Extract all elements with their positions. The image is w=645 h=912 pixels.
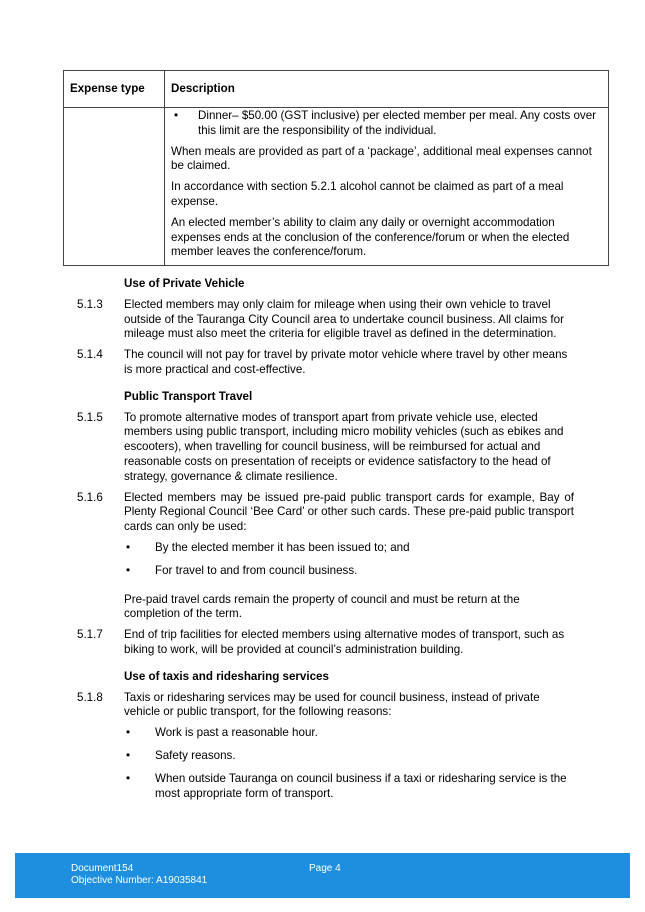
footer-objective-number: Objective Number: A19035841 <box>71 875 208 886</box>
clause-text: To promote alternative modes of transport apart from private vehicle use, elected members using public transport, including micro mobility vehicles (such as ebikes and escooters), when travelling for council business, will be reimbursed for actual and reasonable costs on presentation of receipts or evidence satisfactory to the head of strategy, governance & climate resilience. <box>124 410 564 483</box>
dinner-bullet <box>171 108 602 139</box>
page-footer <box>15 853 630 898</box>
bullet-icon: • <box>126 726 131 740</box>
clause-text: The council will not pay for travel by private motor vehicle where travel by other means is more practical and cost-effective. <box>124 348 568 376</box>
clause-number: 5.1.3 <box>77 297 103 311</box>
table-paragraph: In accordance with section 5.2.1 alcohol cannot be claimed as part of a meal expense. <box>171 180 564 208</box>
col-header-description: Description <box>165 71 609 108</box>
taxi-reasons-list <box>74 726 574 801</box>
list-item-text: Work is past a reasonable hour. <box>155 726 318 740</box>
list-item <box>124 726 574 741</box>
clause-5-1-5 <box>74 411 574 485</box>
list-item <box>124 564 574 579</box>
clause-number: 5.1.5 <box>77 410 103 424</box>
clause-number: 5.1.8 <box>77 690 103 704</box>
bullet-icon: • <box>174 109 179 122</box>
footer-document-name: Document154 <box>71 863 134 874</box>
list-item-text: Safety reasons. <box>155 748 236 762</box>
clause-number: 5.1.6 <box>77 490 103 504</box>
clause-text: Taxis or ridesharing services may be used for council business, instead of private vehicle or public transport, for the following reasons: <box>124 690 540 719</box>
col-header-expense-type: Expense type <box>64 71 165 108</box>
body-content <box>74 277 574 809</box>
dinner-bullet-text: Dinner– $50.00 (GST inclusive) per elected member per meal. Any costs over this limit are the responsibility of the individual. <box>198 109 597 137</box>
clause-text: End of trip facilities for elected members using alternative modes of transport, such as biking to work, will be provided at council’s administration building. <box>124 628 565 656</box>
table-paragraph: When meals are provided as part of a ‘package’, additional meal expenses cannot be claimed. <box>171 144 592 173</box>
prepaid-cards-note: Pre-paid travel cards remain the property of council and must be return at the completion of the term. <box>124 592 520 621</box>
clause-text: Elected members may be issued pre-paid public transport cards for example, Bay of Plenty Regional Council ‘Bee Card’ or other such cards. These pre-paid public transport cards can only be used: <box>124 490 574 534</box>
footer-page-number: Page 4 <box>309 863 341 874</box>
list-item-text: When outside Tauranga on council business if a taxi or ridesharing service is the most appropriate form of transport. <box>155 771 567 800</box>
clause-text: Elected members may only claim for mileage when using their own vehicle to travel outside of the Tauranga City Council area to undertake council business. All claims for mileage must also meet the criteria for eligible travel as defined in the determination. <box>124 297 564 341</box>
section-heading-private-vehicle: Use of Private Vehicle <box>124 277 245 290</box>
table-paragraph: An elected member’s ability to claim any daily or overnight accommodation expenses ends at the conclusion of the conference/forum or when the elected member leaves the conference/forum. <box>171 215 570 259</box>
clause-number: 5.1.7 <box>77 628 103 642</box>
bullet-icon: • <box>126 563 131 577</box>
expense-table <box>63 70 609 266</box>
list-item-text: For travel to and from council business. <box>155 563 358 577</box>
clause-5-1-7 <box>74 628 574 658</box>
clause-number: 5.1.4 <box>77 348 103 362</box>
clause-5-1-8 <box>74 691 574 721</box>
card-usage-list <box>74 541 574 579</box>
table-row <box>64 108 609 266</box>
clause-5-1-4 <box>74 348 574 378</box>
bullet-icon: • <box>126 540 131 554</box>
bullet-icon: • <box>126 748 131 762</box>
section-heading-public-transport: Public Transport Travel <box>124 389 253 403</box>
list-item <box>124 749 574 764</box>
clause-5-1-3 <box>74 298 574 342</box>
description-cell <box>165 108 609 266</box>
list-item <box>124 772 574 802</box>
list-item <box>124 541 574 556</box>
clause-5-1-6 <box>74 491 574 535</box>
bullet-icon: • <box>126 771 131 785</box>
table-header-row <box>64 71 609 108</box>
list-item-text: By the elected member it has been issued to; and <box>155 540 410 554</box>
section-heading-taxis: Use of taxis and ridesharing services <box>124 669 329 683</box>
expense-type-cell <box>64 108 165 266</box>
